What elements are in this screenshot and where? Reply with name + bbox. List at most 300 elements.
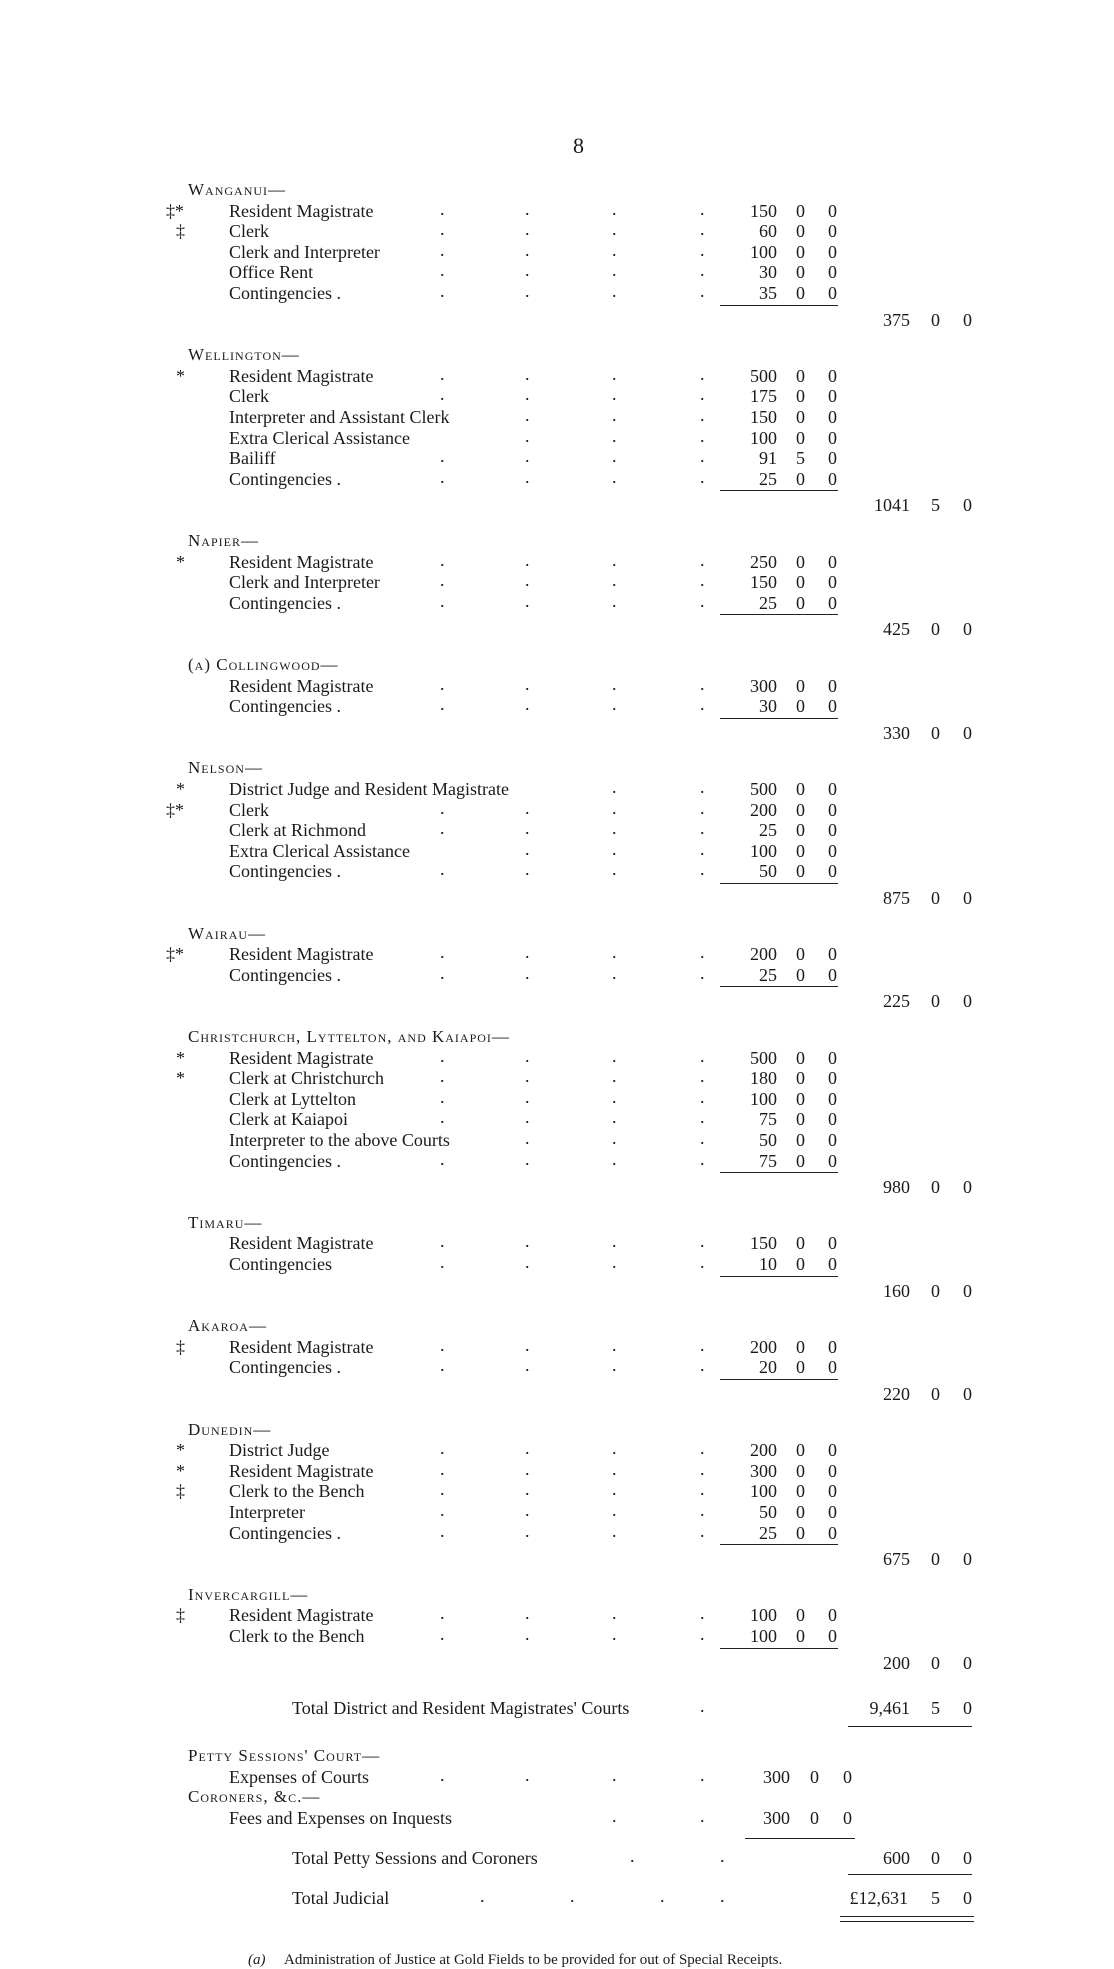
reference-mark: * xyxy=(176,779,185,799)
leader-dot: . xyxy=(700,1045,705,1066)
leader-dot: . xyxy=(700,838,705,859)
line-item-label: Contingencies . xyxy=(229,1150,341,1171)
item-amount-pence: 0 xyxy=(828,283,837,303)
line-item-label: Clerk at Kaiapoi xyxy=(229,1109,348,1130)
line-item-label: Resident Magistrate xyxy=(229,365,374,386)
leader-dot: . xyxy=(700,363,705,384)
subtotal-rule xyxy=(720,1544,838,1545)
leader-dot: . xyxy=(525,1045,530,1066)
reference-mark: ‡ xyxy=(176,1605,185,1626)
item-amount-shillings: 0 xyxy=(796,407,805,427)
leader-dot: . xyxy=(612,405,617,425)
leader-dot: . xyxy=(612,777,617,797)
item-amount-shillings: 0 xyxy=(796,1233,805,1254)
leader-dot: . xyxy=(700,384,705,405)
line-item-label: Contingencies xyxy=(229,1254,332,1274)
leader-dot: . xyxy=(525,363,530,384)
leader-dot: . xyxy=(700,1806,705,1826)
item-amount-shillings: 0 xyxy=(796,1130,805,1150)
total-petty-shillings: 0 xyxy=(931,1848,940,1868)
item-amount-pounds: 10 xyxy=(759,1254,777,1274)
leader-dot: . xyxy=(440,1355,445,1376)
item-amount-shillings: 0 xyxy=(796,944,805,965)
item-amount-pounds: 100 xyxy=(750,1481,777,1502)
leader-dot: . xyxy=(440,1045,445,1066)
leader-dot: . xyxy=(700,962,705,983)
leader-dot: . xyxy=(525,198,530,219)
leader-dot: . xyxy=(525,1603,530,1624)
section-heading: Napier— xyxy=(188,531,259,550)
line-item-label: Bailiff xyxy=(229,448,276,469)
leader-dot: . xyxy=(700,260,705,281)
total-magistrates-label: Total District and Resident Magistrates' Courts xyxy=(292,1698,630,1719)
leader-dot: . xyxy=(700,1128,705,1148)
leader-dot: . xyxy=(612,1500,617,1520)
item-amount-pounds: 500 xyxy=(750,365,777,386)
leader-dot: . xyxy=(612,446,617,467)
item-amount-pounds: 91 xyxy=(759,448,777,469)
section-total-pounds: 330 xyxy=(883,722,910,743)
leader-dot: . xyxy=(440,962,445,983)
item-amount-pounds: 100 xyxy=(750,241,777,262)
leader-dot: . xyxy=(612,1148,617,1169)
item-amount-shillings: 0 xyxy=(796,1336,805,1357)
item-amount-pence: 0 xyxy=(828,1626,837,1646)
item-amount-shillings: 0 xyxy=(796,468,805,489)
leader-dot: . xyxy=(700,425,705,446)
leader-dot: . xyxy=(660,1886,665,1906)
leader-dot: . xyxy=(612,425,617,446)
line-item-label: Expenses of Courts xyxy=(229,1766,369,1787)
section-total-shillings: 0 xyxy=(931,1652,940,1673)
leader-dot: . xyxy=(525,219,530,240)
item-amount-shillings: 0 xyxy=(796,1047,805,1068)
section-total-pence: 0 xyxy=(963,888,972,908)
leader-dot: . xyxy=(440,1066,445,1087)
item-amount-pounds: 200 xyxy=(750,799,777,820)
leader-dot: . xyxy=(700,466,705,487)
leader-dot: . xyxy=(700,1231,705,1252)
total-petty-pence: 0 xyxy=(963,1848,972,1868)
line-item-label: Fees and Expenses on Inquests xyxy=(229,1808,452,1828)
section-total-pence: 0 xyxy=(963,1177,972,1198)
reference-mark: ‡* xyxy=(166,799,184,820)
section-total-pence: 0 xyxy=(963,309,972,330)
leader-dot: . xyxy=(700,1334,705,1355)
line-item-label: Resident Magistrate xyxy=(229,1460,374,1481)
item-amount-shillings: 0 xyxy=(796,241,805,262)
coroners-amount-pounds: 300 xyxy=(763,1808,790,1828)
line-item-label: Resident Magistrate xyxy=(229,944,374,965)
leader-dot: . xyxy=(440,1764,445,1785)
leader-dot: . xyxy=(612,942,617,963)
item-amount-pence: 0 xyxy=(828,1481,837,1502)
section-total-pounds: 425 xyxy=(883,619,910,640)
leader-dot: . xyxy=(612,1066,617,1087)
item-amount-shillings: 0 xyxy=(796,1109,805,1130)
leader-dot: . xyxy=(700,1696,705,1717)
item-amount-shillings: 0 xyxy=(796,1460,805,1481)
section-heading: Wanganui— xyxy=(188,180,287,199)
subtotal-rule xyxy=(720,883,838,884)
leader-dot: . xyxy=(525,942,530,963)
section-total-pounds: 225 xyxy=(883,991,910,1012)
item-amount-pounds: 75 xyxy=(759,1150,777,1171)
item-amount-pence: 0 xyxy=(828,592,837,613)
leader-dot: . xyxy=(612,859,617,880)
item-amount-pence: 0 xyxy=(828,1233,837,1254)
subtotal-rule xyxy=(720,614,838,615)
leader-dot: . xyxy=(525,405,530,425)
section-total-shillings: 0 xyxy=(931,888,940,908)
item-amount-pence: 0 xyxy=(828,1150,837,1171)
leader-dot: . xyxy=(440,1520,445,1541)
line-item-label: Contingencies . xyxy=(229,1357,341,1378)
item-amount-pounds: 50 xyxy=(759,861,777,882)
item-amount-pounds: 30 xyxy=(759,262,777,283)
leader-dot: . xyxy=(440,797,445,818)
leader-dot: . xyxy=(570,1886,575,1906)
section-heading: Akaroa— xyxy=(188,1316,267,1336)
section-total-pence: 0 xyxy=(963,1549,972,1570)
section-heading: Petty Sessions' Court— xyxy=(188,1746,381,1766)
leader-dot: . xyxy=(612,260,617,281)
section-total-pounds: 220 xyxy=(883,1384,910,1404)
leader-dot: . xyxy=(525,1355,530,1376)
leader-dot: . xyxy=(612,694,617,715)
section-heading: Invercargill— xyxy=(188,1584,309,1604)
section-total-shillings: 0 xyxy=(931,1384,940,1404)
leader-dot: . xyxy=(480,1886,485,1906)
section-heading: Wairau— xyxy=(188,923,267,943)
leader-dot: . xyxy=(525,549,530,570)
section-total-shillings: 0 xyxy=(931,722,940,743)
leader-dot: . xyxy=(440,1231,445,1252)
reference-mark: ‡* xyxy=(166,200,184,221)
item-amount-pence: 0 xyxy=(828,1068,837,1089)
item-amount-pounds: 25 xyxy=(759,964,777,985)
leader-dot: . xyxy=(612,838,617,859)
item-amount-pence: 0 xyxy=(828,840,837,861)
item-amount-pounds: 150 xyxy=(750,1233,777,1254)
line-item-label: Contingencies . xyxy=(229,592,341,613)
leader-dot: . xyxy=(612,1438,617,1459)
leader-dot: . xyxy=(525,1764,530,1785)
item-amount-pounds: 25 xyxy=(759,592,777,613)
item-amount-shillings: 0 xyxy=(796,551,805,572)
leader-dot: . xyxy=(612,363,617,384)
item-amount-shillings: 0 xyxy=(796,779,805,799)
section-total-shillings: 0 xyxy=(931,309,940,330)
line-item-label: Clerk to the Bench xyxy=(229,1481,365,1502)
reference-mark: * xyxy=(176,1440,185,1461)
item-amount-shillings: 5 xyxy=(796,448,805,469)
section-heading: Christchurch, Lyttelton, and Kaiapoi— xyxy=(188,1027,510,1046)
leader-dot: . xyxy=(525,1458,530,1479)
item-amount-pounds: 100 xyxy=(750,1626,777,1646)
item-amount-pence: 0 xyxy=(828,861,837,882)
item-amount-pence: 0 xyxy=(828,572,837,593)
leader-dot: . xyxy=(440,1479,445,1500)
leader-dot: . xyxy=(612,797,617,818)
leader-dot: . xyxy=(440,1107,445,1128)
item-amount-pence: 0 xyxy=(828,241,837,262)
leader-dot: . xyxy=(525,694,530,715)
leader-dot: . xyxy=(700,673,705,694)
item-amount-pounds: 25 xyxy=(759,468,777,489)
leader-dot: . xyxy=(440,198,445,219)
leader-dot: . xyxy=(612,590,617,611)
item-amount-pounds: 180 xyxy=(750,1068,777,1089)
subtotal-rule xyxy=(720,305,838,306)
item-amount-pounds: 25 xyxy=(759,820,777,841)
item-amount-shillings: 0 xyxy=(796,820,805,841)
total-petty-label: Total Petty Sessions and Coroners xyxy=(292,1848,538,1868)
section-heading: Dunedin— xyxy=(188,1419,272,1439)
section-total-pounds: 160 xyxy=(883,1280,910,1301)
leader-dot: . xyxy=(612,1086,617,1107)
item-amount-pence: 0 xyxy=(828,1522,837,1543)
leader-dot: . xyxy=(525,1252,530,1272)
leader-dot: . xyxy=(612,384,617,405)
item-amount-pounds: 200 xyxy=(750,944,777,965)
leader-dot: . xyxy=(700,1500,705,1520)
line-item-label: Resident Magistrate xyxy=(229,1233,374,1254)
leader-dot: . xyxy=(440,466,445,487)
line-item-label: Contingencies . xyxy=(229,964,341,985)
reference-mark: * xyxy=(176,1047,185,1068)
total-rule xyxy=(848,1874,972,1875)
leader-dot: . xyxy=(440,363,445,384)
leader-dot: . xyxy=(700,219,705,240)
leader-dot: . xyxy=(612,1764,617,1785)
item-amount-pence: 0 xyxy=(828,799,837,820)
leader-dot: . xyxy=(700,1355,705,1376)
leader-dot: . xyxy=(612,1334,617,1355)
section-total-pence: 0 xyxy=(963,722,972,743)
leader-dot: . xyxy=(525,797,530,818)
section-total-shillings: 0 xyxy=(931,619,940,640)
item-amount-pence: 0 xyxy=(828,1440,837,1461)
item-amount-pounds: 20 xyxy=(759,1357,777,1378)
item-amount-shillings: 0 xyxy=(796,1150,805,1171)
leader-dot: . xyxy=(612,1107,617,1128)
reference-mark: ‡ xyxy=(176,1336,185,1357)
item-amount-shillings: 0 xyxy=(796,200,805,221)
leader-dot: . xyxy=(700,570,705,591)
item-amount-shillings: 0 xyxy=(796,1357,805,1378)
item-amount-pounds: 60 xyxy=(759,221,777,242)
section-total-shillings: 0 xyxy=(931,1549,940,1570)
item-amount-pounds: 150 xyxy=(750,200,777,221)
petty-amount-pence: 0 xyxy=(843,1766,852,1787)
leader-dot: . xyxy=(612,1806,617,1826)
section-total-pence: 0 xyxy=(963,1384,972,1404)
line-item-label: Contingencies . xyxy=(229,696,341,717)
leader-dot: . xyxy=(525,818,530,839)
item-amount-shillings: 0 xyxy=(796,1481,805,1502)
item-amount-pence: 0 xyxy=(828,200,837,221)
leader-dot: . xyxy=(440,1438,445,1459)
leader-dot: . xyxy=(525,384,530,405)
leader-dot: . xyxy=(440,1458,445,1479)
line-item-label: Clerk and Interpreter xyxy=(229,241,380,262)
item-amount-shillings: 0 xyxy=(796,365,805,386)
leader-dot: . xyxy=(440,590,445,611)
item-amount-pence: 0 xyxy=(828,1605,837,1626)
leader-dot: . xyxy=(612,219,617,240)
leader-dot: . xyxy=(525,1107,530,1128)
section-heading: Nelson— xyxy=(188,758,263,778)
item-amount-shillings: 0 xyxy=(796,799,805,820)
item-amount-pounds: 500 xyxy=(750,1047,777,1068)
line-item-label: Clerk at Christchurch xyxy=(229,1068,384,1089)
petty-amount-pounds: 300 xyxy=(763,1766,790,1787)
item-amount-pounds: 500 xyxy=(750,779,777,799)
leader-dot: . xyxy=(525,281,530,301)
line-item-label: Resident Magistrate xyxy=(229,1336,374,1357)
total-judicial-pounds: £12,631 xyxy=(849,1888,908,1908)
item-amount-pence: 0 xyxy=(828,407,837,427)
line-item-label: Resident Magistrate xyxy=(229,1605,374,1626)
item-amount-pence: 0 xyxy=(828,1088,837,1109)
total-judicial-shillings: 5 xyxy=(931,1888,940,1908)
line-item-label: Interpreter and Assistant Clerk xyxy=(229,407,450,427)
leader-dot: . xyxy=(525,1520,530,1541)
leader-dot: . xyxy=(440,673,445,694)
double-rule-top xyxy=(840,1916,974,1917)
total-rule xyxy=(848,1726,972,1727)
leader-dot: . xyxy=(525,1500,530,1520)
leader-dot: . xyxy=(440,549,445,570)
leader-dot: . xyxy=(700,281,705,301)
page-number: 8 xyxy=(573,133,584,158)
section-total-shillings: 5 xyxy=(931,495,940,516)
section-total-pounds: 875 xyxy=(883,888,910,908)
item-amount-pounds: 25 xyxy=(759,1522,777,1543)
line-item-label: Clerk to the Bench xyxy=(229,1626,365,1646)
leader-dot: . xyxy=(525,1066,530,1087)
footnote-mark: (a) xyxy=(248,1952,266,1968)
item-amount-pence: 0 xyxy=(828,1336,837,1357)
item-amount-pence: 0 xyxy=(828,221,837,242)
line-item-label: Resident Magistrate xyxy=(229,551,374,572)
leader-dot: . xyxy=(440,1252,445,1272)
leader-dot: . xyxy=(440,694,445,715)
leader-dot: . xyxy=(525,1128,530,1148)
leader-dot: . xyxy=(612,1624,617,1644)
item-amount-shillings: 0 xyxy=(796,572,805,593)
leader-dot: . xyxy=(440,1603,445,1624)
item-amount-shillings: 0 xyxy=(796,427,805,448)
leader-dot: . xyxy=(440,384,445,405)
item-amount-pounds: 300 xyxy=(750,1460,777,1481)
leader-dot: . xyxy=(440,239,445,260)
line-item-label: District Judge and Resident Magistrate xyxy=(229,779,509,799)
leader-dot: . xyxy=(440,281,445,301)
item-amount-pounds: 250 xyxy=(750,551,777,572)
total-judicial-pence: 0 xyxy=(963,1888,972,1908)
leader-dot: . xyxy=(440,570,445,591)
line-item-label: Contingencies . xyxy=(229,468,341,489)
item-amount-shillings: 0 xyxy=(796,592,805,613)
item-amount-shillings: 0 xyxy=(796,1088,805,1109)
leader-dot: . xyxy=(700,1458,705,1479)
line-item-label: Extra Clerical Assistance xyxy=(229,427,410,448)
item-amount-pence: 0 xyxy=(828,468,837,489)
leader-dot: . xyxy=(700,818,705,839)
item-amount-shillings: 0 xyxy=(796,1502,805,1522)
reference-mark: * xyxy=(176,365,185,386)
leader-dot: . xyxy=(612,1355,617,1376)
leader-dot: . xyxy=(700,797,705,818)
item-amount-pence: 0 xyxy=(828,1130,837,1150)
item-amount-pence: 0 xyxy=(828,551,837,572)
leader-dot: . xyxy=(612,1603,617,1624)
leader-dot: . xyxy=(612,198,617,219)
leader-dot: . xyxy=(525,1231,530,1252)
item-amount-shillings: 0 xyxy=(796,840,805,861)
line-item-label: Interpreter xyxy=(229,1502,305,1522)
leader-dot: . xyxy=(700,942,705,963)
leader-dot: . xyxy=(612,1520,617,1541)
item-amount-shillings: 0 xyxy=(796,283,805,303)
item-amount-pounds: 200 xyxy=(750,1336,777,1357)
item-amount-pence: 0 xyxy=(828,675,837,696)
leader-dot: . xyxy=(525,1148,530,1169)
leader-dot: . xyxy=(440,446,445,467)
line-item-label: District Judge xyxy=(229,1440,330,1461)
line-item-label: Resident Magistrate xyxy=(229,200,374,221)
reference-mark: * xyxy=(176,1460,185,1481)
line-item-label: Clerk and Interpreter xyxy=(229,572,380,593)
leader-dot: . xyxy=(440,1086,445,1107)
line-item-label: Clerk at Lyttelton xyxy=(229,1088,356,1109)
leader-dot: . xyxy=(525,1624,530,1644)
leader-dot: . xyxy=(700,1066,705,1087)
leader-dot: . xyxy=(525,239,530,260)
item-amount-pounds: 100 xyxy=(750,1088,777,1109)
item-amount-pence: 0 xyxy=(828,386,837,407)
subtotal-rule xyxy=(745,1838,855,1839)
line-item-label: Resident Magistrate xyxy=(229,675,374,696)
item-amount-shillings: 0 xyxy=(796,386,805,407)
section-total-pence: 0 xyxy=(963,991,972,1012)
item-amount-shillings: 0 xyxy=(796,861,805,882)
petty-amount-shillings: 0 xyxy=(810,1766,819,1787)
coroners-amount-shillings: 0 xyxy=(810,1808,819,1828)
leader-dot: . xyxy=(700,1086,705,1107)
section-total-shillings: 0 xyxy=(931,991,940,1012)
leader-dot: . xyxy=(525,466,530,487)
leader-dot: . xyxy=(525,859,530,880)
leader-dot: . xyxy=(720,1886,725,1906)
leader-dot: . xyxy=(440,1334,445,1355)
leader-dot: . xyxy=(700,777,705,797)
subtotal-rule xyxy=(720,718,838,719)
item-amount-shillings: 0 xyxy=(796,1626,805,1646)
subtotal-rule xyxy=(720,986,838,987)
leader-dot: . xyxy=(700,405,705,425)
subtotal-rule xyxy=(720,1276,838,1277)
leader-dot: . xyxy=(612,1128,617,1148)
item-amount-shillings: 0 xyxy=(796,675,805,696)
leader-dot: . xyxy=(700,198,705,219)
item-amount-pounds: 35 xyxy=(759,283,777,303)
item-amount-shillings: 0 xyxy=(796,1254,805,1274)
reference-mark: ‡* xyxy=(166,944,184,965)
leader-dot: . xyxy=(440,1624,445,1644)
